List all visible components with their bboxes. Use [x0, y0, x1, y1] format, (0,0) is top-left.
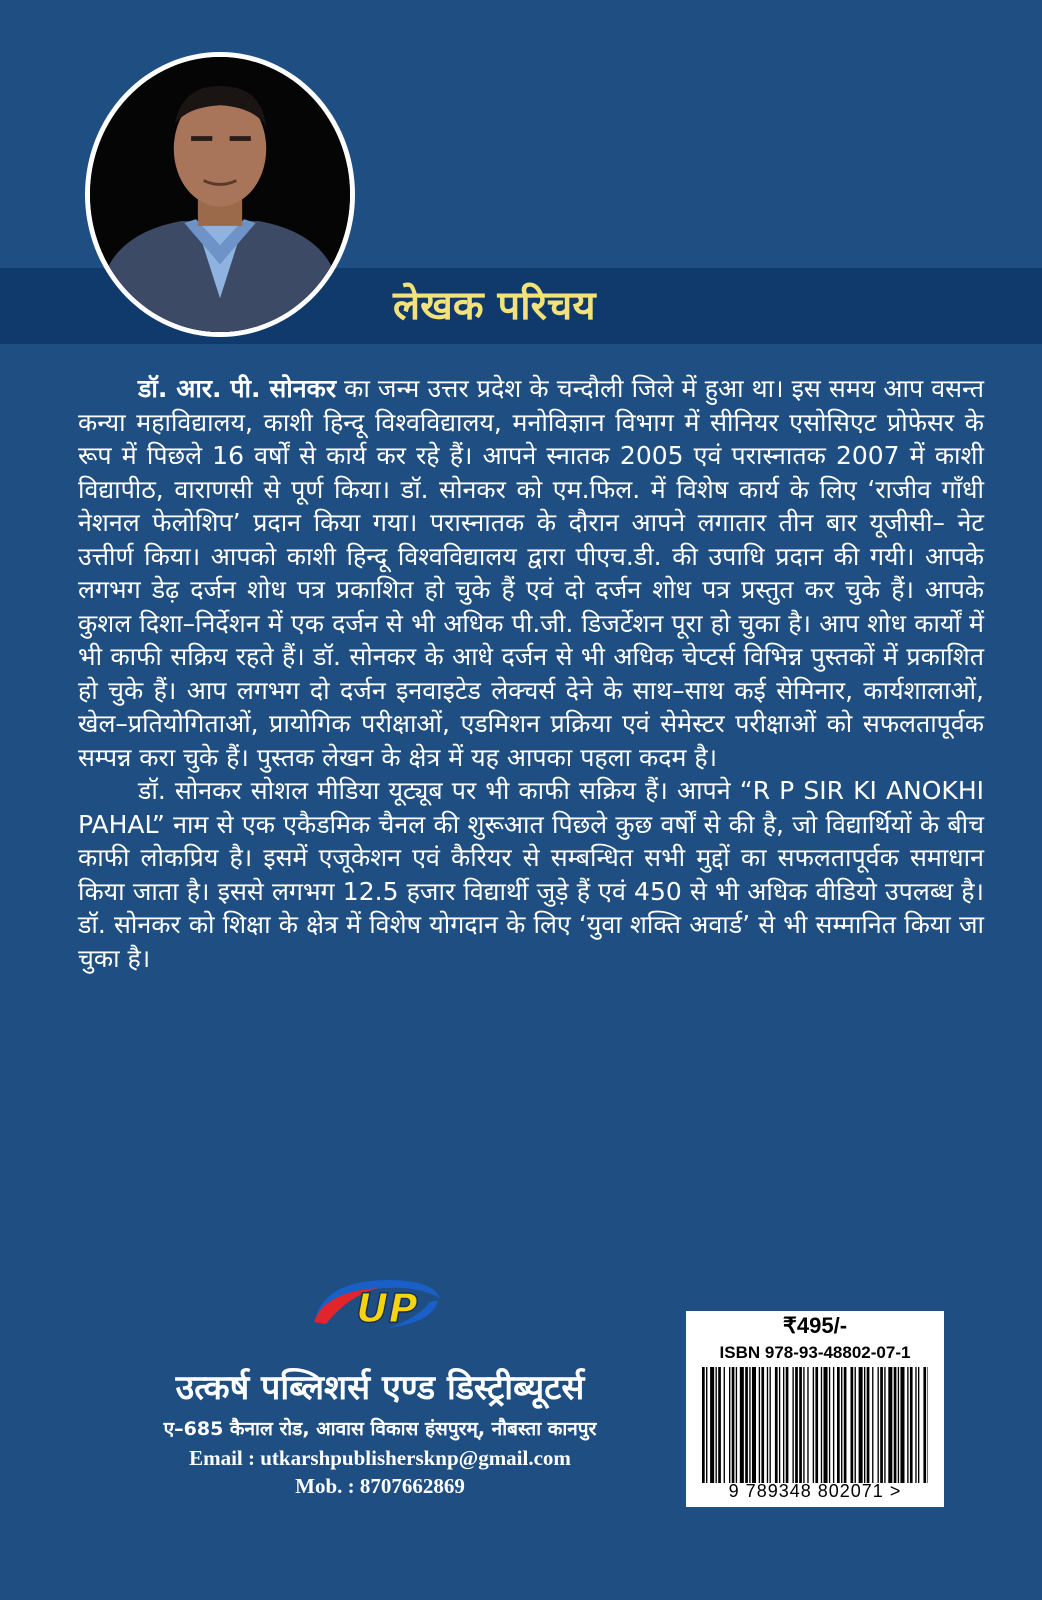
- bio-paragraph-1-text: का जन्म उत्तर प्रदेश के चन्दौली जिले में हुआ था। इस समय आप वसन्त कन्या महाविद्यालय, काशी हिन्दू विश्वविद्यालय, मनोविज्ञान विभाग में सीनियर एसोसिएट प्रोफेसर के रूप में पिछले 16 वर्षों से कार्य कर रहे हैं। आपने स्नातक 2005 एवं परास्नातक 2007 में काशी विद्यापीठ, वाराणसी से पूर्ण किया। डॉ. सोनकर को एम.फिल. में विशेष कार्य के लिए ‘राजीव गाँधी नेशनल फेलोशिप’ प्रदान किया गया। परास्नातक के दौरान आपने लगातार तीन बार यूजीसी– नेट उत्तीर्ण किया। आपको काशी हिन्दू विश्वविद्यालय द्वारा पीएच.डी. की उपाधि प्रदान की गयी। आपके लगभग डेढ़ दर्जन शोध पत्र प्रकाशित हो चुके हैं एवं दो दर्जन शोध पत्र प्रस्तुत कर चुके हैं। आपके कुशल दिशा–निर्देशन में एक दर्जन से भी अधिक पी.जी. डिजर्टेशन पूरा हो चुका है। आप शोध कार्यों में भी काफी सक्रिय रहते हैं। डॉ. सोनकर के आधे दर्जन से भी अधिक चेप्टर्स विभिन्न पुस्तकों में प्रकाशित हो चुके हैं। आप लगभग दो दर्जन इनवाइटेड लेक्चर्स देने के साथ–साथ कई सेमिनार, कार्यशालाओं, खेल–प्रतियोगिताओं, प्रायोगिक परीक्षाओं, एडमिशन प्रक्रिया एवं सेमेस्टर परीक्षाओं को सफलतापूर्वक सम्पन्न करा चुके हैं। पुस्तक लेखन के क्षेत्र में यह आपका पहला कदम है।: [78, 374, 984, 772]
- barcode-digits: 9 789348 802071 >: [728, 1481, 902, 1501]
- barcode-label: [686, 1311, 944, 1507]
- price: ₹495/-: [782, 1313, 848, 1338]
- publisher-email: Email : utkarshpublishersknp@gmail.com: [189, 1446, 571, 1470]
- isbn-number: ISBN 978-93-48802-07-1: [719, 1343, 911, 1362]
- author-photo: [85, 52, 355, 337]
- publisher-info: [90, 1366, 670, 1500]
- barcode-bars: [702, 1367, 928, 1483]
- logo-letters: UP: [356, 1286, 418, 1332]
- publisher-logo: [308, 1272, 446, 1334]
- publisher-name: उत्कर्ष पब्लिशर्स एण्ड डिस्ट्रीब्यूटर्स: [175, 1368, 585, 1408]
- author-bio: [78, 372, 984, 975]
- bio-paragraph-2: डॉ. सोनकर सोशल मीडिया यूट्यूब पर भी काफी सक्रिय हैं। आपने “R P SIR KI ANOKHI PAHAL” नाम से एक एकैडमिक चैनल की शुरूआत पिछले कुछ वर्षों से की है, जो विद्यार्थियों के बीच काफी लोकप्रिय है। इसमें एजूकेशन एवं कैरियर से सम्बन्धित सभी मुद्दों का सफलतापूर्वक समाधान किया जाता है। इससे लगभग 12.5 हजार विद्यार्थी जुड़े हैं एवं 450 से भी अधिक वीडियो उपलब्ध है। डॉ. सोनकर को शिक्षा के क्षेत्र में विशेष योगदान के लिए ‘युवा शक्ति अवार्ड’ से भी सम्मानित किया जा चुका है।: [78, 776, 984, 973]
- section-title: लेखक परिचय: [393, 283, 596, 329]
- author-name: डॉ. आर. पी. सोनकर: [138, 374, 337, 403]
- publisher-address: ए–685 कैनाल रोड, आवास विकास हंसपुरम्, नौबस्ता कानपुर: [163, 1418, 597, 1440]
- bio-paragraph-1: [78, 372, 984, 774]
- publisher-mobile: Mob. : 8707662869: [295, 1474, 465, 1498]
